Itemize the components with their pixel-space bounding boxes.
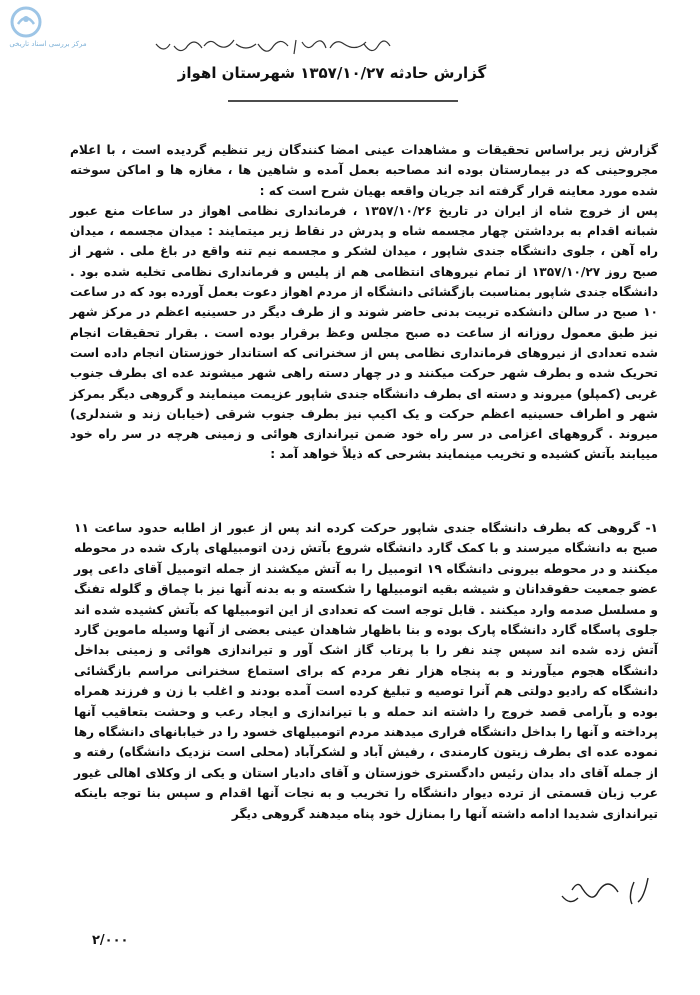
report-title: گزارش حادثه ۱۳۵۷/۱۰/۲۷ شهرستان اهواز [177,64,487,82]
paragraph-intro: گزارش زیر براساس تحقیقات و مشاهدات عینی امضا کنندگان زیر تنظیم گردیده است ، با اعلام مجروحینی که در بیمارستان بوده اند مصاحبه بعمل آمده و شاهین ها ، مغازه ها و اماکن سوخته شده مورد معاینه قرار گرفته اند جریان واقعه بهیان شرح است که : [70,143,658,198]
title-underline [228,98,458,104]
signature [548,868,658,914]
paragraph-events: پس از خروج شاه از ایران در تاریخ ۱۳۵۷/۱۰/۲۶ ، فرمانداری نظامی اهواز در ساعات منع عبور شبانه اقدام به برداشتن چهار مجسمه شاه و پدرش در نقاط زیر میتمایند : میدان مجسمه ، میدان راه آهن ، جلوی دانشگاه جندی شاپور ، میدان لشکر و مجسمه نیم تنه واقع در باغ ملی . شهر از صبح روز ۱۳۵۷/۱۰/۲۷ از تمام نیروهای انتظامی هم از پلیس و فرمانداری نظامی تخلیه شده بود . دانشگاه جندی شاپور بمناسبت بازگشائی دانشگاه از مردم اهواز دعوت بعمل آورده بود که در ساعت ۱۰ صبح در سالن دانشکده تربیت بدنی حاضر شوند و از طرف دیگر در حسینیه اعظم در مرکز شهر نیز طبق معمول روزانه از ساعت ده صبح مجلس وعظ برقرار بوده است . بقرار تحقیقات انجام شده تعدادی از نیروهای فرمانداری نظامی پس از سخنرانی که استاندار خوزستان انجام داده است تحریک شده و بطرف شهر حرکت میکنند و در چهار دسته راهی شهر میشوند عده ای بطرف جنوب غربی (کمپلو) میروند و دسته ای بطرف دانشگاه جندی شاپور عزیمت مینمایند و گروهی دیگر بمرکز شهر و اطراف حسینیه اعظم حرکت و یک اکیپ نیز بطرف جنوب شرقی (خیابان زند و شندلری) میروند . گروههای اعزامی در سر راه خود ضمن تیراندازی هوائی و زمینی هرچه در سر راه خود مییابند بآتش کشیده و تخریب مینمایند بشرحی که ذیلاً خواهد آمد : [70,203,658,462]
paragraph-university: ۱- گروهی که بطرف دانشگاه جندی شاپور حرکت کرده اند پس از عبور از اطابه حدود ساعت ۱۱ صبح به دانشگاه میرسند و با کمک گارد دانشگاه شروع بآتش زدن اتومبیلهای پارک شده در محوطه میکنند و در محوطه بیرونی دانشگاه ۱۹ اتومبیل را به آتش میکشند از جمله اتومبیل آقای داعی پور عضو جمعیت حقوقدانان و شیشه بقیه اتومبیلها را شکسته و به بدنه آنها نیز با چماق و گلوله تفنگ و مسلسل صدمه وارد میکنند . قابل توجه است که تعدادی از این اتومبیلها که بآتش کشیده شده اند جلوی پاسگاه گارد دانشگاه پارک بوده و بنا باظهار شاهدان عینی بعضی از آنها وسیله ماموین گارد آتش زده شده اند سپس چند نفر را با پرتاب گاز اشک آور و تیراندازی هوائی و زمینی بداخل دانشگاه هجوم میآورند و به پنجاه هزار نفر مردم که برای استماع سخنرانی مراسم بازگشائی دانشگاه که رادیو دولتی هم آنرا توصیه و تبلیغ کرده است آمده بودند و اغلب با زن و فرزند همراه بوده و بآرامی قصد خروج را داشته اند حمله و با تیراندازی و ایجاد رعب و وحشت بتعاقیب آنها پرداخته و آنها را بداخل دانشگاه فراری میدهند مردم اتومبیلهای خسود را در خیابانهای دانشگاه رها نموده عده ای بطرف زیتون کارمندی ، رفیش آباد و لشکرآباد (محلی است نزدیک دانشگاه) رفته و از جمله آقای داد بدان رئیس دادگستری خوزستان و آقای دادیار استان و یکی از وکلای اهالی غیور عرب زبان قسمتی از ترده دیوار دانشگاه را تخریب و به نجات آنها اقدام و سپس بنا توجه باینکه تیراندازی شدیدا ادامه داشته آنها را بمنازل خود پناه میدهند گروهی دیگر [74,521,658,821]
archive-logo-icon [4,2,82,58]
handwritten-note [140,26,400,66]
report-body [70,140,658,465]
report-section-one [74,518,658,824]
page-number: ۲/۰۰۰ [92,933,129,948]
archive-caption: مرکز بررسی اسناد تاریخی [9,40,87,48]
